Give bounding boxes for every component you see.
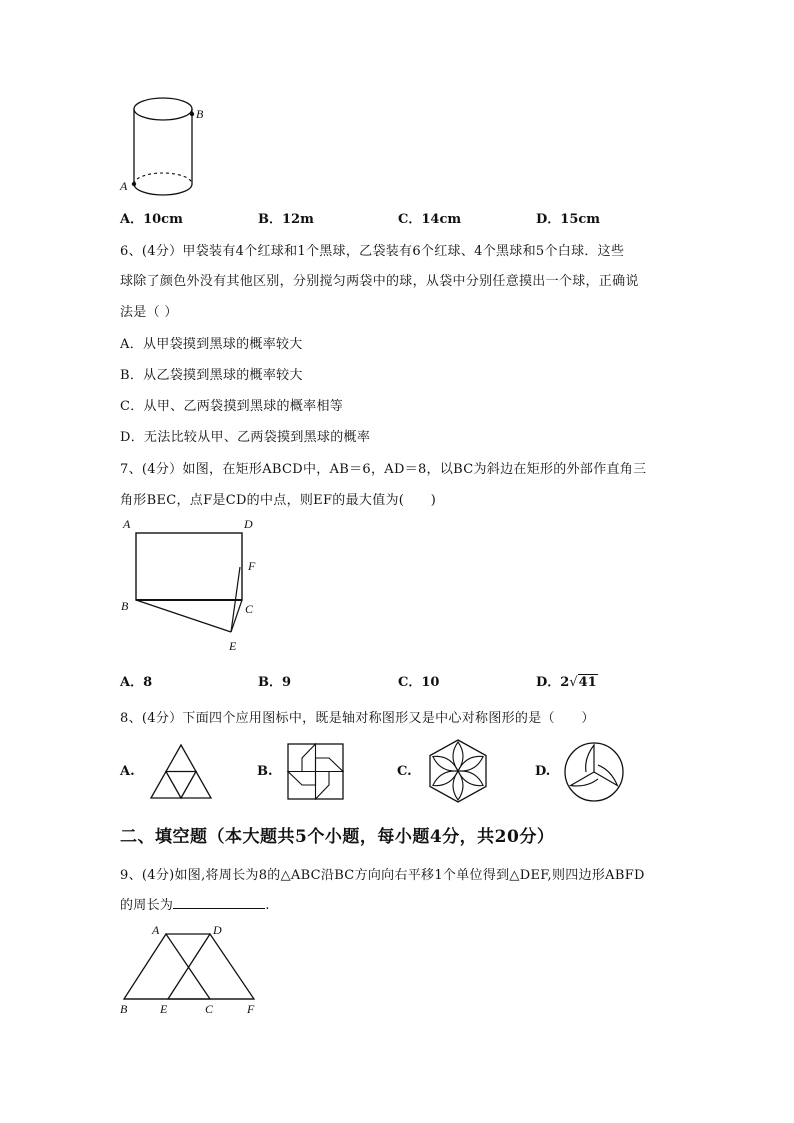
section-title: 二、填空题（本大题共5个小题，每小题4分，共20分）	[120, 827, 555, 847]
label-e: E	[229, 639, 237, 653]
q7-line-1: 7、(4分）如图，在矩形ABCD中，AB＝6，AD＝8，以BC为斜边在矩形的外部作直角三	[120, 462, 647, 477]
answer-blank[interactable]	[173, 896, 265, 909]
q9-line-2	[120, 894, 270, 913]
q5-option-b[interactable]: B．12m	[258, 212, 314, 227]
q7-option-b[interactable]: B．9	[258, 675, 292, 690]
q6-option-c[interactable]: C．从甲、乙两袋摸到黑球的概率相等	[120, 399, 344, 414]
q6-option-b[interactable]: B．从乙袋摸到黑球的概率较大	[120, 368, 303, 383]
q5-option-c[interactable]: C．14cm	[398, 212, 462, 227]
q7-line-2: 角形BEC，点F是CD的中点，则EF的最大值为( )	[120, 493, 437, 508]
label-e: E	[160, 1002, 168, 1016]
label-c: C	[205, 1002, 214, 1016]
q8-line-1: 8、(4分）下面四个应用图标中，既是轴对称图形又是中心对称图形的是（ ）	[120, 711, 595, 726]
pinwheel-square-icon	[286, 742, 346, 802]
q8-option-c-label[interactable]: C.	[397, 764, 412, 779]
cylinder-figure	[115, 95, 215, 200]
sqrt-sign: √	[569, 675, 578, 690]
q7-option-d[interactable]	[536, 671, 598, 690]
q5-option-d[interactable]: D．15cm	[536, 212, 601, 227]
hexagon-flower-icon	[424, 738, 492, 804]
label-a: A	[152, 923, 160, 937]
q6-line-1: 6、(4分）甲袋装有4个红球和1个黑球，乙袋装有6个红球、4个黑球和5个白球．这些	[120, 244, 625, 259]
sqrt-radicand: 41	[578, 675, 597, 690]
q6-line-2: 球除了颜色外没有其他区别，分别搅匀两袋中的球，从袋中分别任意摸出一个球，正确说	[120, 274, 639, 289]
q8-option-d-label[interactable]: D.	[535, 764, 551, 779]
q8-option-b-label[interactable]: B.	[257, 764, 273, 779]
label-c: C	[245, 602, 254, 616]
q9-line-2-prefix: 的周长为	[120, 898, 174, 913]
q5-option-a[interactable]: A．10cm	[120, 212, 183, 227]
label-b: B	[120, 1002, 128, 1016]
rectangle-figure	[115, 512, 275, 657]
q7-option-c[interactable]: C．10	[398, 675, 440, 690]
option-d-prefix: D．2	[536, 675, 570, 690]
label-a: A	[123, 517, 131, 531]
q6-option-a[interactable]: A．从甲袋摸到黑球的概率较大	[120, 337, 303, 352]
label-d: D	[213, 923, 222, 937]
label-a: A	[120, 179, 128, 193]
translated-triangles-figure	[115, 920, 275, 1020]
q6-option-d[interactable]: D．无法比较从甲、乙两袋摸到黑球的概率	[120, 430, 371, 445]
q9-line-2-suffix: .	[265, 898, 270, 913]
q6-line-3: 法是（ ）	[120, 305, 178, 320]
label-f: F	[247, 1002, 255, 1016]
label-b: B	[196, 107, 204, 121]
q9-line-1: 9、(4分)如图,将周长为8的△ABC沿BC方向向右平移1个单位得到△DEF,则四边形ABFD	[120, 868, 645, 883]
circle-tri-blade-icon	[562, 740, 626, 804]
triangle-icon	[148, 742, 214, 802]
label-d: D	[244, 517, 253, 531]
q7-option-a[interactable]: A．8	[120, 675, 153, 690]
label-f: F	[248, 559, 256, 573]
q8-option-a-label[interactable]: A.	[120, 764, 135, 779]
label-b: B	[121, 599, 129, 613]
